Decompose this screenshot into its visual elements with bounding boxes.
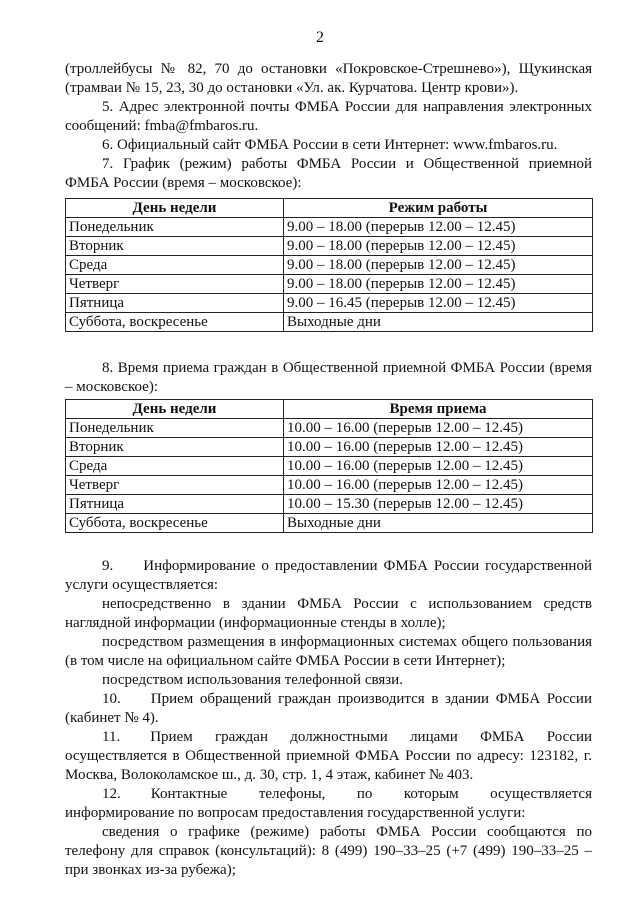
- work-schedule-table: [65, 198, 593, 332]
- paragraph-9: [65, 557, 592, 595]
- paragraph-7-schedule: 7. График (режим) работы ФМБА России и Общественной приемной ФМБА России (время – московское):: [65, 156, 592, 191]
- day-cell: Четверг: [66, 476, 284, 495]
- hours-cell: Выходные дни: [284, 514, 593, 533]
- hours-cell: 10.00 – 16.00 (перерыв 12.00 – 12.45): [284, 419, 593, 438]
- paragraph-5-email: 5. Адрес электронной почты ФМБА России для направления электронных сообщений: fmba@fmbaros.ru.: [65, 99, 592, 134]
- paragraph-11: [65, 728, 592, 785]
- table-row: [66, 256, 593, 275]
- day-cell: Понедельник: [66, 218, 284, 237]
- table-header-row: [66, 400, 593, 419]
- paragraph-12-number: 12.: [102, 786, 121, 802]
- paragraph-12a: сведения о графике (режиме) работы ФМБА России сообщаются по телефону для справок (консультаций): 8 (499) 190–33–25 (+7 (499) 190–33–25 – при звонках из-за рубежа);: [65, 824, 592, 878]
- table-row: [66, 457, 593, 476]
- paragraph-9-text: Информирование о предоставлении ФМБА России государственной услуги осуществляется:: [65, 558, 592, 593]
- reception-schedule-table: [65, 399, 593, 533]
- day-cell: Среда: [66, 457, 284, 476]
- hours-cell: 10.00 – 16.00 (перерыв 12.00 – 12.45): [284, 457, 593, 476]
- table-row: [66, 419, 593, 438]
- hours-cell: 10.00 – 16.00 (перерыв 12.00 – 12.45): [284, 438, 593, 457]
- day-cell: Вторник: [66, 237, 284, 256]
- paragraph-12: [65, 785, 592, 823]
- table-row: [66, 275, 593, 294]
- day-cell: Суббота, воскресенье: [66, 313, 284, 332]
- hours-cell: 9.00 – 18.00 (перерыв 12.00 – 12.45): [284, 256, 593, 275]
- day-cell: Вторник: [66, 438, 284, 457]
- paragraph-10-number: 10.: [102, 691, 121, 707]
- paragraph-9a: непосредственно в здании ФМБА России с использованием средств наглядной информации (информационные стенды в холле);: [65, 596, 592, 631]
- table-row: [66, 237, 593, 256]
- hours-cell: 9.00 – 18.00 (перерыв 12.00 – 12.45): [284, 237, 593, 256]
- header-day: День недели: [66, 199, 284, 218]
- day-cell: Четверг: [66, 275, 284, 294]
- day-cell: Суббота, воскресенье: [66, 514, 284, 533]
- paragraph-10-text: Прием обращений граждан производится в здании ФМБА России (кабинет № 4).: [65, 691, 592, 726]
- table-row: [66, 495, 593, 514]
- paragraph-10: [65, 690, 592, 728]
- table-header-row: [66, 199, 593, 218]
- table-row: [66, 438, 593, 457]
- day-cell: Понедельник: [66, 419, 284, 438]
- hours-cell: 9.00 – 16.45 (перерыв 12.00 – 12.45): [284, 294, 593, 313]
- table-row: [66, 294, 593, 313]
- hours-cell: 10.00 – 16.00 (перерыв 12.00 – 12.45): [284, 476, 593, 495]
- paragraph-9b: посредством размещения в информационных системах общего пользования (в том числе на официальном сайте ФМБА России в сети Интернет);: [65, 634, 592, 669]
- day-cell: Среда: [66, 256, 284, 275]
- day-cell: Пятница: [66, 294, 284, 313]
- hours-cell: Выходные дни: [284, 313, 593, 332]
- paragraph-6-website: 6. Официальный сайт ФМБА России в сети Интернет: www.fmbaros.ru.: [102, 137, 558, 153]
- header-reception-time: Время приема: [284, 400, 593, 419]
- paragraph-9-number: 9.: [102, 558, 114, 574]
- paragraph-12-text: Контактные телефоны, по которым осуществляется информирование по вопросам предоставления государственной услуги:: [65, 786, 592, 821]
- hours-cell: 9.00 – 18.00 (перерыв 12.00 – 12.45): [284, 218, 593, 237]
- day-cell: Пятница: [66, 495, 284, 514]
- table-row: [66, 476, 593, 495]
- paragraph-8-reception: 8. Время приема граждан в Общественной приемной ФМБА России (время – московское):: [65, 360, 592, 395]
- header-mode: Режим работы: [284, 199, 593, 218]
- document-body: [65, 60, 592, 880]
- paragraph-11-number: 11.: [102, 729, 121, 745]
- table-row: [66, 218, 593, 237]
- paragraph-intro: (троллейбусы № 82, 70 до остановки «Покровское-Стрешнево»), Щукинская (трамваи № 15, 23, 30 до остановки «Ул. ак. Курчатова. Центр крови»).: [65, 61, 592, 96]
- paragraph-11-text: Прием граждан должностными лицами ФМБА России осуществляется в Общественной приемной ФМБА России по адресу: 123182, г. Москва, Волоколамское ш., д. 30, стр. 1, 4 этаж, кабинет № 403.: [65, 729, 592, 783]
- page-number: 2: [316, 29, 324, 46]
- hours-cell: 9.00 – 18.00 (перерыв 12.00 – 12.45): [284, 275, 593, 294]
- table-row: [66, 514, 593, 533]
- hours-cell: 10.00 – 15.30 (перерыв 12.00 – 12.45): [284, 495, 593, 514]
- table-row: [66, 313, 593, 332]
- paragraph-9c: посредством использования телефонной связи.: [102, 672, 403, 688]
- header-day: День недели: [66, 400, 284, 419]
